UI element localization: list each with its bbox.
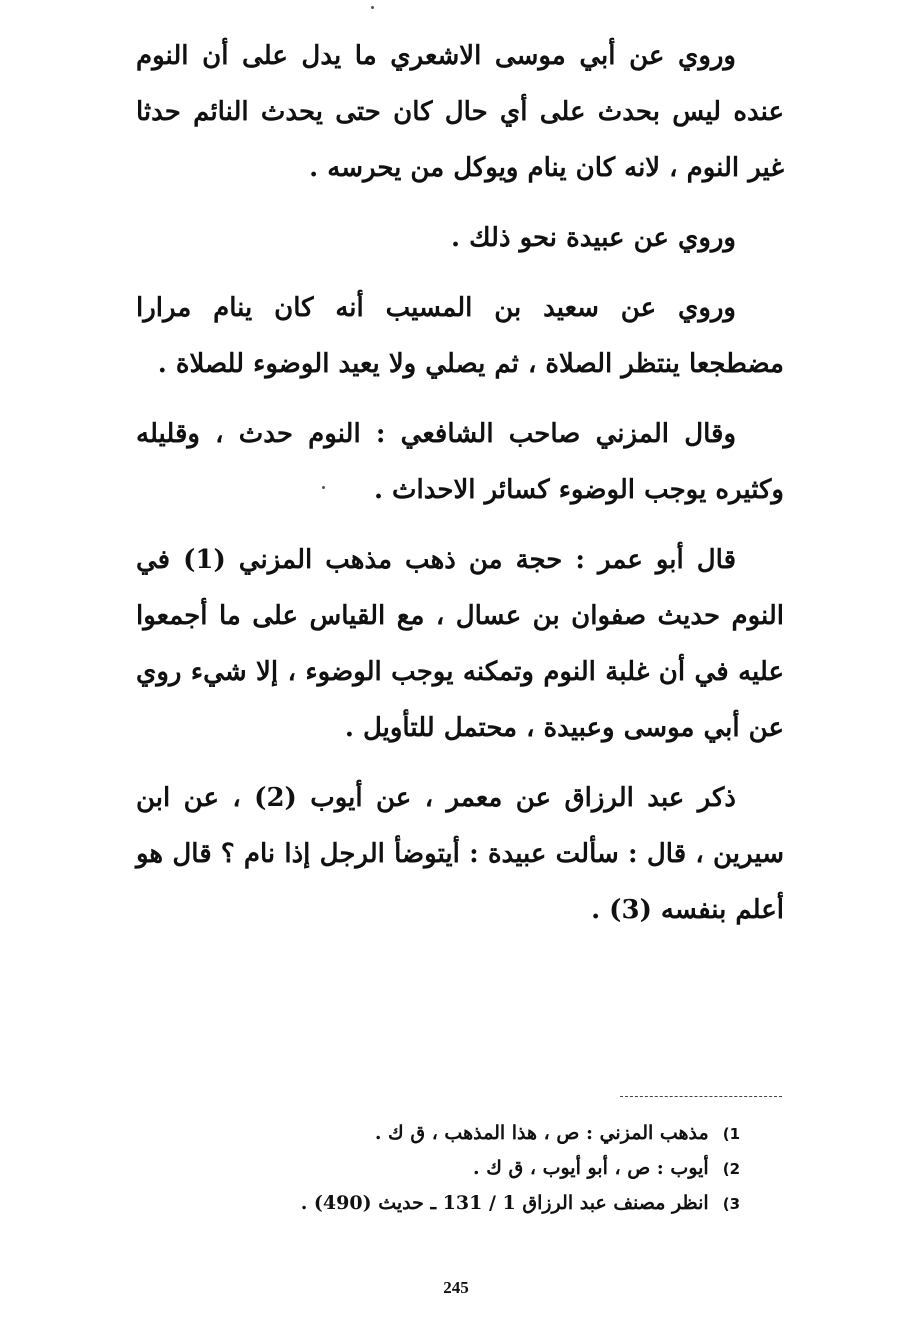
footnote-2 bbox=[240, 1151, 740, 1186]
paragraph-1: وروي عن أبي موسى الاشعري ما يدل على أن النوم عنده ليس بحدث على أي حال كان حتى يحدث النائم حدثا غير النوم ، لانه كان ينام ويوكل من يحرسه . bbox=[136, 41, 784, 183]
page-number: 245 bbox=[443, 1278, 469, 1297]
paragraph-6: ذكر عبد الرزاق عن معمر ، عن أيوب (2) ، عن ابن سيرين ، قال : سألت عبيدة : أيتوضأ الرجل إذا نام ؟ قال هو أعلم بنفسه (3) . bbox=[136, 783, 784, 925]
print-speck bbox=[322, 486, 325, 489]
footnote-3 bbox=[240, 1186, 740, 1221]
footnote-text: أيوب : ص ، أبو أيوب ، ق ك . bbox=[472, 1157, 709, 1179]
footnote-divider bbox=[620, 1096, 782, 1097]
footnote-1 bbox=[240, 1116, 740, 1151]
footnote-number: 2) bbox=[722, 1160, 740, 1178]
main-text bbox=[136, 28, 784, 952]
footnote-number: 1) bbox=[722, 1125, 740, 1143]
footnote-text: مذهب المزني : ص ، هذا المذهب ، ق ك . bbox=[374, 1122, 709, 1144]
paragraph-3: وروي عن سعيد بن المسيب أنه كان ينام مرارا مضطجعا ينتظر الصلاة ، ثم يصلي ولا يعيد الوضوء للصلاة . bbox=[136, 293, 784, 379]
paragraph-2: وروي عن عبيدة نحو ذلك . bbox=[451, 223, 736, 253]
paragraph-5: قال أبو عمر : حجة من ذهب مذهب المزني (1) في النوم حديث صفوان بن عسال ، مع القياس على ما أجمعوا عليه في أن غلبة النوم وتمكنه يوجب الوضوء ، إلا شيء روي عن أبي موسى وعبيدة ، محتمل للتأويل . bbox=[136, 545, 784, 743]
footnote-text: انظر مصنف عبد الرزاق 1 / 131 ـ حديث (490) . bbox=[300, 1192, 709, 1214]
paragraph-4: وقال المزني صاحب الشافعي : النوم حدث ، وقليله وكثيره يوجب الوضوء كسائر الاحداث . bbox=[136, 419, 784, 505]
footnotes bbox=[240, 1116, 740, 1221]
print-speck bbox=[371, 6, 374, 9]
footnote-number: 3) bbox=[722, 1195, 740, 1213]
